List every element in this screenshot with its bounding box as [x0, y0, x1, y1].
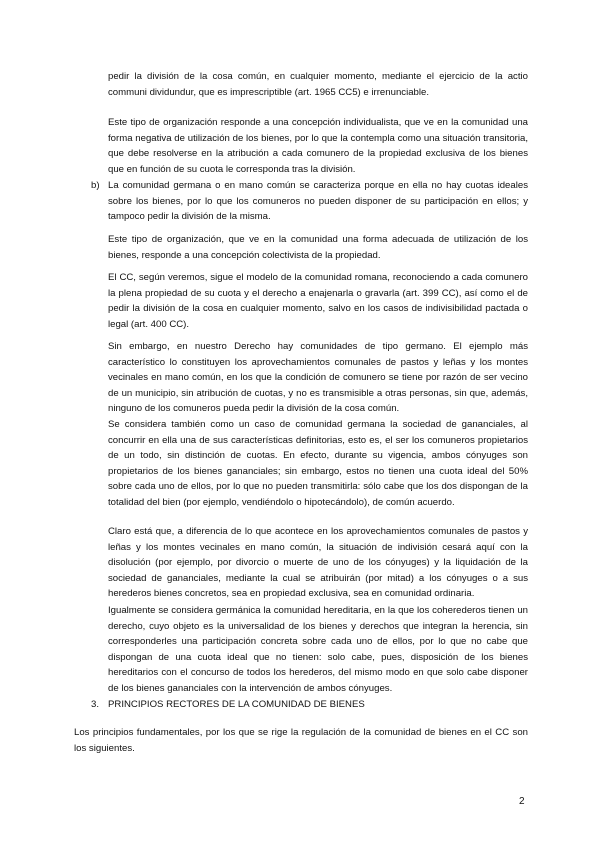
paragraph-germanic-community: La comunidad germana o en mano común se caracteriza porque en ella no hay cuotas ideales sobre los bienes, por lo que los comuneros no pueden disponer de su participación en ellos; y tampoco pedir la división de la misma.	[108, 180, 528, 223]
paragraph-indivision-dissolution: Claro está que, a diferencia de lo que acontece en los aprovechamientos comunales de pastos y leñas y los montes vecinales en mano común, la situación de indivisión cesará aquí con la disolución (por ejemplo, por divorcio o muerte de uno de los cónyuges) y la liquidación de la sociedad de gananciales, mediante la cual se atribuirán (por mitad) a los cónyuges o a sus herederos bienes concretos, sea en propiedad exclusiva, sea en comunidad ordinaria.	[108, 526, 528, 600]
paragraph-collectivist-conception: Este tipo de organización, que ve en la comunidad una forma adecuada de utilización de los bienes, responde a una concepción colectivista de la propiedad.	[108, 234, 528, 261]
section-number: 3.	[91, 699, 100, 710]
paragraph-fundamental-principles: Los principios fundamentales, por los que se rige la regulación de la comunidad de bienes en el CC son los siguientes.	[74, 727, 528, 754]
paragraph-cc-roman-model: El CC, según veremos, sigue el modelo de la comunidad romana, reconociendo a cada comunero la plena propiedad de su cuota y el derecho a enajenarla o gravarla (art. 399 CC), así como el de pedir la división de la cosa en cualquier momento, salvo en los casos de indivisibilidad pactada o legal (art. 400 CC).	[108, 272, 528, 330]
paragraph-germanic-type-communities: Sin embargo, en nuestro Derecho hay comunidades de tipo germano. El ejemplo más característico lo constituyen los aprovechamientos comunales de pastos y leñas y los montes vecinales en mano común, en los que la condición de comunero se tiene por razón de ser vecino de un municipio, sin atribución de cuotas, y no es transmisible a otras personas, sin que, además, ninguno de los comuneros pueda pedir la división de la cosa común.	[108, 341, 528, 415]
paragraph-actio-communi: pedir la división de la cosa común, en cualquier momento, mediante el ejercicio de la actio communi dividundur, que es imprescriptible (art. 1965 CC5) e irrenunciable.	[108, 71, 528, 98]
list-marker-b: b)	[91, 180, 100, 191]
section-heading	[91, 697, 365, 713]
section-title: PRINCIPIOS RECTORES DE LA COMUNIDAD DE BIENES	[108, 699, 365, 710]
page-number: 2	[519, 796, 525, 807]
paragraph-hereditary-community: Igualmente se considera germánica la comunidad hereditaria, en la que los coherederos tienen un derecho, cuyo objeto es la universalidad de los bienes y derechos que integran la herencia, sin corresponderles una participación concreta sobre cada uno de ellos, por lo que no cabe que dispongan de una cuota ideal que no tienen: solo cabe, pues, disposición de los bienes hereditarios con el concurso de todos los herederos, del mismo modo en que solo cabe disponer de los bienes gananciales con la intervención de ambos cónyuges.	[108, 605, 528, 694]
paragraph-sociedad-gananciales: Se considera también como un caso de comunidad germana la sociedad de gananciales, al concurrir en ella una de sus características definitorias, esto es, el ser los comuneros propietarios de un todo, sin distinción de cuotas. En efecto, durante su vigencia, ambos cónyuges son propietarios de los bienes gananciales; sin embargo, estos no tienen una cuota ideal del 50% sobre cada uno de ellos, por lo que no pueden transmitirla: sólo cabe que los dos dispongan de la totalidad del bien (por ejemplo, vendiéndolo o hipotecándolo), de común acuerdo.	[108, 419, 528, 508]
paragraph-individualist-conception: Este tipo de organización responde a una concepción individualista, que ve en la comunidad una forma negativa de utilización de los bienes, por lo que la contempla como una situación transitoria, que debe resolverse en la atribución a cada comunero de la propiedad exclusiva de los bienes que en función de su cuota le corresponda tras la división.	[108, 117, 528, 175]
